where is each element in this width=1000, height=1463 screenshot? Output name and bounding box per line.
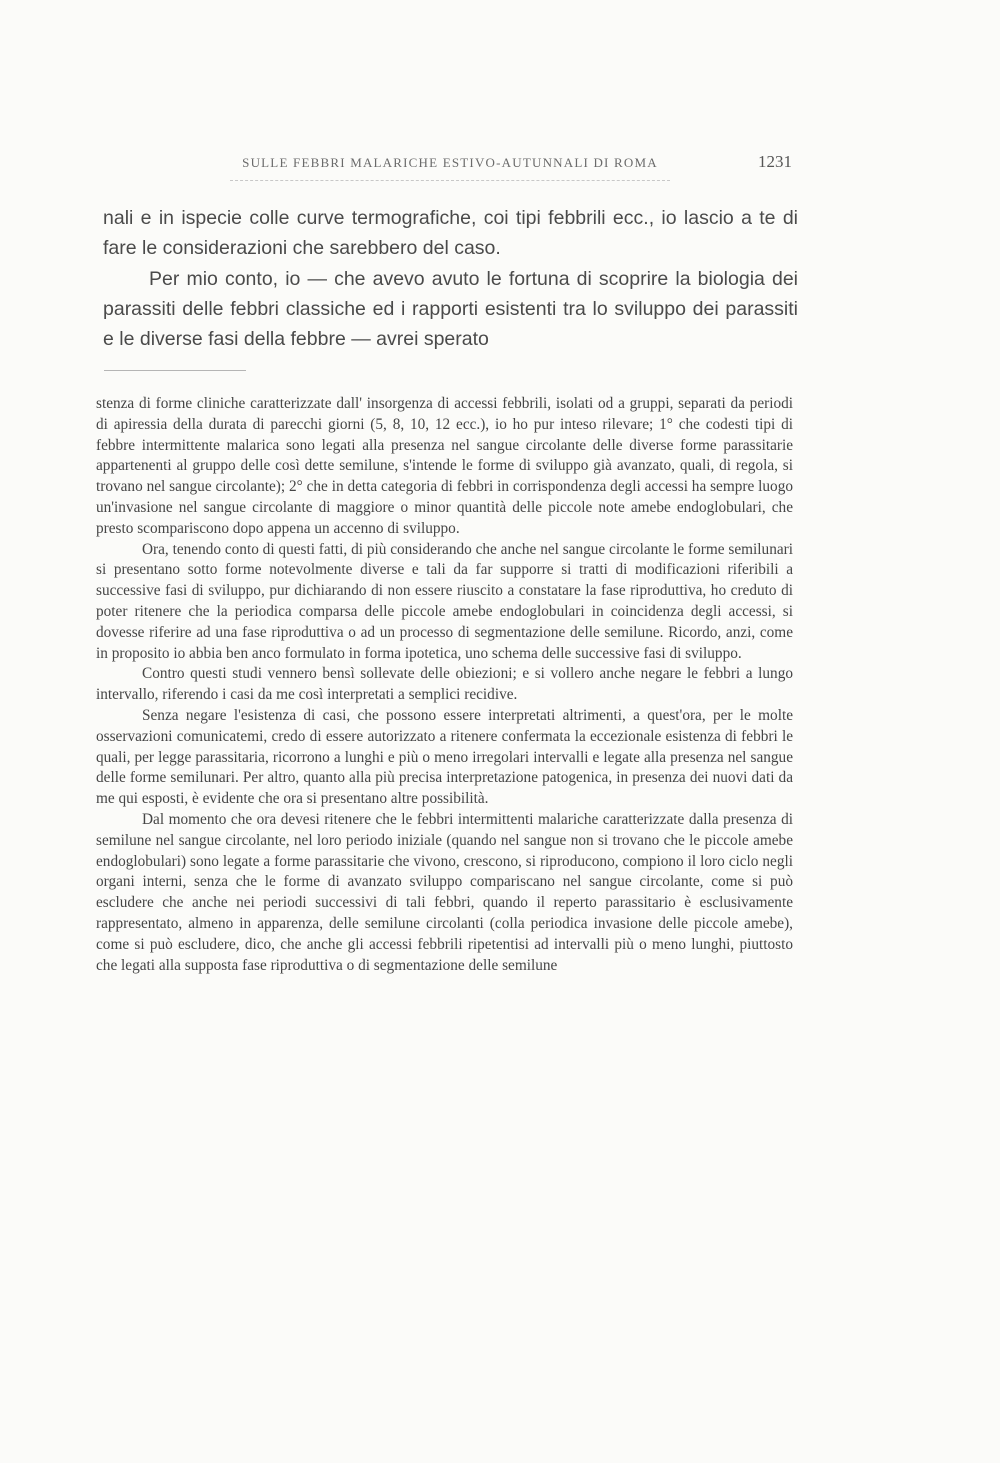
body-paragraph: Per mio conto, io — che avevo avuto le fortuna di scoprire la biologia dei parassiti delle febbri classiche ed i rapporti esistenti tra lo sviluppo dei parassiti e le diverse fasi della febbre — avrei sperato	[103, 267, 798, 351]
footnote-paragraph: stenza di forme cliniche caratterizzate dall' insorgenza di accessi febbrili, isolati od a gruppi, separati da periodi di apiressia della durata di parecchi giorni (5, 8, 10, 12 ecc.), io ho pur inteso rilevare; 1° che codesti tipi di febbre intermittente malarica sono legati alla presenza nel sangue circolante delle diverse forme parassitarie appartenenti al gruppo delle così dette semilune, s'intende le forme di sviluppo già avanzato, quali, di regola, si trovano nel sangue circolante); 2° che in detta categoria di febbri in corrispondenza degli accessi ha sempre luogo un'invasione nel sangue circolante di maggiore o minor quantità delle piccole note amebe endoglobulari, che presto scompariscono dopo appena un accenno di sviluppo.	[96, 395, 793, 537]
footnote-paragraph: Dal momento che ora devesi ritenere che le febbri intermittenti malariche caratterizzate dalla presenza di semilune nel sangue circolante, nel loro periodo iniziale (quando nel sangue non si trovano che le piccole amebe endoglobulari) sono legate a forme parassitarie che vivono, crescono, si riproducono, compiono il loro ciclo negli organi interni, senza che le forme di avanzato sviluppo compariscano nel sangue circolante, come si può escludere che anche nei periodi successivi di tali febbri, quando il reperto parassitario è esclusivamente rappresentato, almeno in apparenza, delle semilune circolanti (colla periodica invasione delle piccole amebe), come si può escludere, dico, che anche gli accessi febbrili ripetentisi ad intervalli più o meno lunghi, piuttosto che legati alla supposta fase riproduttiva o di segmentazione delle semilune	[96, 810, 793, 974]
body-paragraph: nali e in ispecie colle curve termografiche, coi tipi febbrili ecc., io lascio a te di fare le considerazioni che sarebbero del caso.	[103, 207, 798, 260]
running-head: SULLE FEBBRI MALARICHE ESTIVO-AUTUNNALI DI ROMA	[242, 155, 658, 170]
footnote-block	[96, 394, 793, 976]
footnote-paragraph: Contro questi studi vennero bensì sollevate delle obiezioni; e si vollero anche negare le febbri a lungo intervallo, riferendo i casi da me così interpretati a semplici recidive.	[96, 665, 793, 704]
footnote-paragraph: Senza negare l'esistenza di casi, che possono essere interpretati altrimenti, a quest'ora, per le molte osservazioni comunicatemi, credo di essere autorizzato a ritenere confermata la eccezionale esistenza di febbri le quali, per legge parassitaria, ricorrono a lunghi e più o meno irregolari intervalli e legate alla presenza nel sangue delle forme semilunari. Per altro, quanto alla più precisa interpretazione patogenica, in presenza dei nuovi dati da me qui esposti, è evidente che ora si presentano altre possibilità.	[96, 706, 793, 808]
page-number: 1231	[758, 152, 792, 171]
footnote-paragraph: Ora, tenendo conto di questi fatti, di più considerando che anche nel sangue circolante le forme semilunari si presentano sotto forme notevolmente diverse e tali da far supporre si tratti di modificazioni riferibili a successive fasi di sviluppo, pur dichiarando di non essere riuscito a constatare la fase riproduttiva, ho creduto di poter ritenere che la periodica comparsa delle piccole amebe endoglobulari in coincidenza degli accessi, si dovesse riferire ad una fase riproduttiva o ad un processo di segmentazione delle semilune. Ricordo, anzi, come in proposito io abbia ben anco formulato in forma ipotetica, uno schema delle successive fasi di sviluppo.	[96, 540, 793, 662]
main-text	[103, 203, 798, 354]
footnote-separator	[104, 370, 246, 371]
header-rule	[230, 180, 670, 182]
